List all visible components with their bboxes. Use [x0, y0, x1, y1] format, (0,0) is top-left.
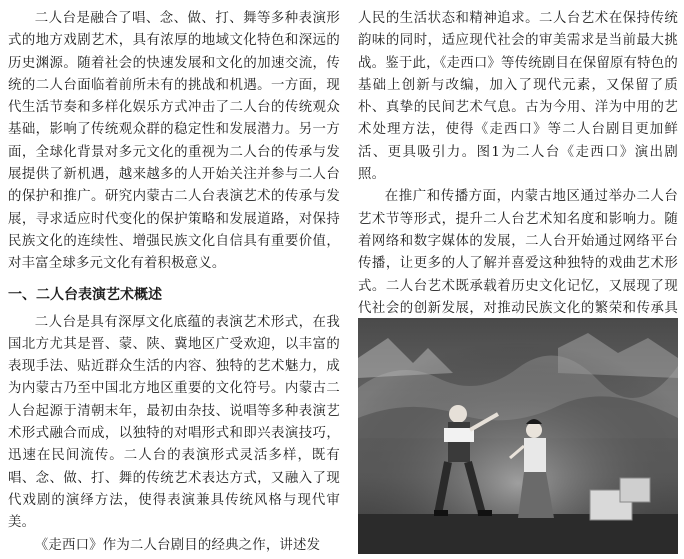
- paragraph-promotion-text: 在推广和传播方面，内蒙古地区通过举办二人台艺术节等形式，提升二人台艺术知名度和影响力。随着网络和数字媒体的发展，二人台开始通过网络平台传播，让更多的人了解并喜爱这种独特的戏曲艺术形式。二人台艺术既承载着历史文化记忆，又展现了现代社会的创新发展，对推动民族文化的繁荣和传承具: [358, 189, 678, 316]
- paragraph-zouxikou-start: 《走西口》作为二人台剧目的经典之作，讲述发: [34, 537, 321, 553]
- paragraph-zouxikou-cont: 人民的生活状态和精神追求。二人台艺术在保持传统韵味的同时，适应现代社会的审美需求是当前最大挑战。鉴于此，《走西口》等传统剧目在保留原有特色的基础上创新与改编，加入了现代元素，又保留了质朴、真挚的民间艺术气息。古为今用、洋为中用的艺术处理方法，使得《走西口》等二人台剧目更加鲜活、更具吸引力。图1为二人台《走西口》演出剧照。: [358, 11, 678, 183]
- stage-performance-photo: [358, 318, 678, 554]
- paragraph-overview: 二人台是具有深厚文化底蕴的表演艺术形式，在我国北方尤其是晋、蒙、陕、冀地区广受欢迎，以丰富的表现手法、贴近群众生活的内容、独特的艺术魅力，成为内蒙古乃至中国北方地区重要的文化符号。内蒙古二人台起源于清朝末年，最初由杂技、说唱等多种表演艺术形式融合而成，以独特的对唱形式和即兴表演技巧，迅速在民间流传。二人台的表演形式灵活多样，既有唱、念、做、打、舞的传统艺术表达方式，又融入了现代戏剧的演绎方法，使得表演兼具传统风格与现代审美。: [8, 314, 340, 531]
- section-heading: 一、二人台表演艺术概述: [8, 286, 162, 303]
- right-column: [358, 8, 678, 342]
- paragraph-intro: 二人台是融合了唱、念、做、打、舞等多种表演形式的地方戏剧艺术，具有浓厚的地域文化特色和深远的历史渊源。随着社会的快速发展和文化的加速交流，传统的二人台面临着前所未有的挑战和机遇。一方面，现代生活节奏和多样化娱乐方式冲击了二人台的传统观众基础，影响了传统观众群的稳定性和发展潜力。另一方面，全球化背景对多元文化的重视为二人台的传承与发展提供了新机遇，越来越多的人开始关注并参与二人台的保护和推广。研究内蒙古二人台表演艺术的传承与发展，寻求适应时代变化的保护策略和发展道路，对保持民族文化的连续性、增强民族文化自信具有重要价值，对丰富全球多元文化有着积极意义。: [8, 11, 340, 272]
- left-column: [8, 8, 340, 557]
- photo-illustration: [358, 318, 678, 554]
